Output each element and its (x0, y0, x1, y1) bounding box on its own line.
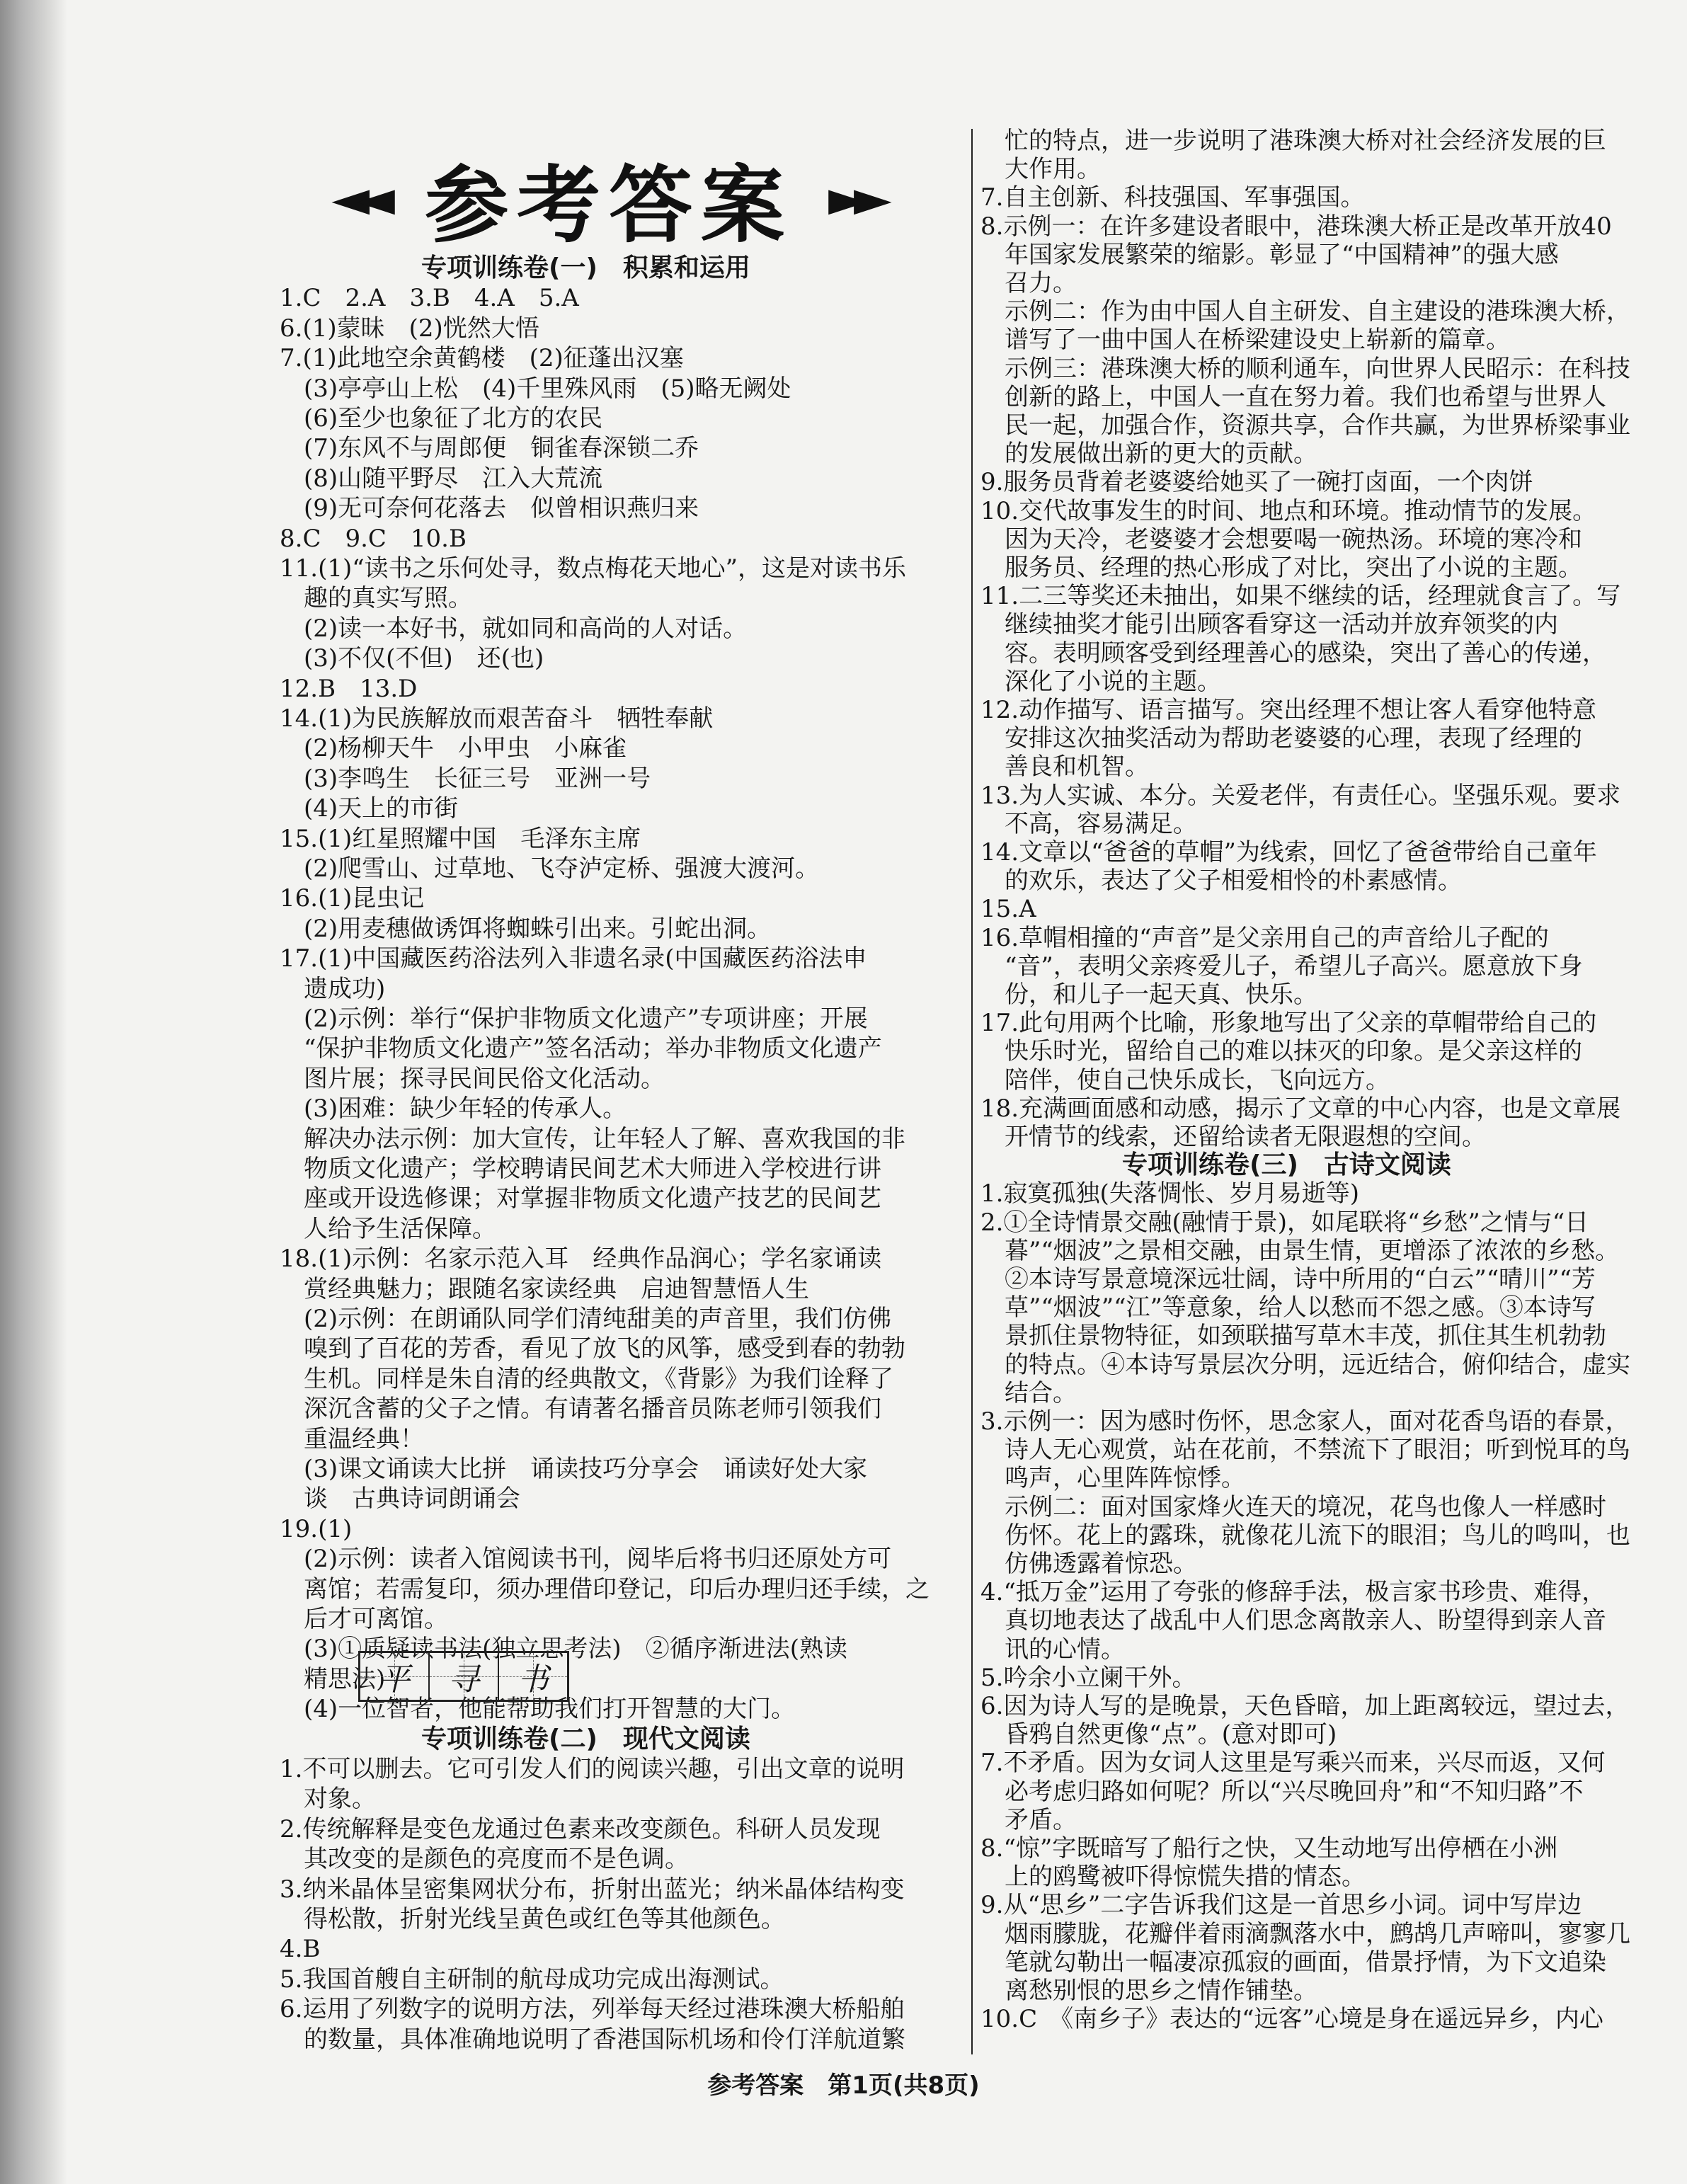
answer-line: 服务员、经理的热心形成了对比，突出了小说的主题。 (980, 554, 1582, 582)
answer-line: 讯的心情。 (980, 1635, 1125, 1664)
answer-line: 示例二：面对国家烽火连天的境况，花鸟也像人一样感时 (980, 1492, 1606, 1521)
column-divider (971, 129, 973, 2054)
answer-line: 精思法) (280, 1664, 386, 1693)
answer-line: 15.(1)红星照耀中国 毛泽东主席 (280, 824, 641, 853)
answer-line: 安排这次抽奖活动为帮助老婆婆的心理，表现了经理的 (980, 724, 1582, 753)
answer-line: 谈 古典诗词朗诵会 (280, 1485, 520, 1514)
answer-line: (3)困难：缺少年轻的传承人。 (280, 1094, 627, 1124)
answer-line: 容。表明顾客受到经理善心的感染，突出了善心的传递， (980, 639, 1606, 668)
answer-line: 谱写了一曲中国人在桥梁建设史上崭新的篇章。 (980, 326, 1510, 355)
answer-line: “音”，表明父亲疼爱儿子，希望儿子高兴。愿意放下身 (980, 951, 1583, 980)
answer-line: 的发展做出新的更大的贡献。 (980, 440, 1317, 469)
answer-line: 后才可离馆。 (280, 1605, 448, 1633)
answer-line: 3.示例一：因为感时伤怀，思念家人，面对花香鸟语的春景， (980, 1407, 1630, 1436)
answer-line: 嗅到了百花的芳香，看见了放飞的风筝，感受到春的勃勃 (280, 1334, 905, 1363)
answer-line: 19.(1) (280, 1514, 353, 1543)
answer-line: 诗人无心观赏，站在花前，不禁流下了眼泪；听到悦耳的鸟 (980, 1436, 1630, 1465)
answer-line: 烟雨朦胧，花瓣伴着雨滴飘落水中，鹧鸪几声啼叫，寥寥几 (980, 1919, 1630, 1948)
answer-line: 重温经典！ (280, 1424, 424, 1453)
answer-line: 创新的路上，中国人一直在努力着。我们也希望与世界人 (980, 382, 1606, 411)
answer-line: (3)①质疑读书法(独立思考法) ②循序渐进法(熟读 (280, 1635, 847, 1664)
answer-line: 示例二：作为由中国人自主研发、自主建设的港珠澳大桥， (980, 297, 1630, 326)
answer-line: 离愁别恨的思乡之情作铺垫。 (980, 1977, 1317, 2005)
answer-line: 12.B 13.D (280, 674, 418, 703)
answer-line: 4.B (280, 1935, 321, 1964)
answer-line: 6.(1)蒙昧 (2)恍然大悟 (280, 314, 539, 343)
answer-line: 1.C 2.A 3.B 4.A 5.A (280, 284, 579, 313)
answer-line: (3)不仅(不但) 还(也) (280, 644, 544, 673)
answer-line: (7)东风不与周郎便 铜雀春深锁二乔 (280, 434, 699, 463)
answer-line: 深化了小说的主题。 (980, 667, 1221, 696)
answer-line: 6.因为诗人写的是晚景，天色昏暗，加上距离较远，望过去， (980, 1692, 1630, 1720)
answer-line: 13.为人实诚、本分。关爱老伴，有责任心。坚强乐观。要求 (980, 781, 1621, 810)
answer-line: 图片展；探寻民间民俗文化活动。 (280, 1064, 665, 1093)
answer-line: (9)无可奈何花落去 似曾相识燕归来 (280, 494, 699, 523)
answer-line: 14.(1)为民族解放而艰苦奋斗 牺牲奉献 (280, 704, 714, 733)
answer-line: 必考虑归路如何呢？所以“兴尽晚回舟”和“不知归路”不 (980, 1777, 1584, 1806)
answer-line: 赏经典魅力；跟随名家读经典 启迪智慧悟人生 (280, 1274, 809, 1303)
section-heading: 专项训练卷(二) 现代文阅读 (421, 1724, 750, 1754)
answer-line: 年国家发展繁荣的缩影。彰显了“中国精神”的强大感 (980, 240, 1559, 269)
answer-line: 快乐时光，留给自己的难以抹灭的印象。是父亲这样的 (980, 1037, 1582, 1066)
answer-line: 真切地表达了战乱中人们思念离散亲人、盼望得到亲人音 (980, 1606, 1606, 1635)
section-heading: 专项训练卷(一) 积累和运用 (421, 253, 750, 282)
answer-line: 10.C 《南乡子》表达的“远客”心境是身在遥远异乡，内心 (980, 2005, 1603, 2034)
answer-line: (3)课文诵读大比拼 诵读技巧分享会 诵读好处大家 (280, 1455, 868, 1483)
grid-cell: 书 (499, 1653, 567, 1700)
answer-line: (2)用麦穗做诱饵将蜘蛛引出来。引蛇出洞。 (280, 914, 772, 943)
answer-line: 忙的特点，进一步说明了港珠澳大桥对社会经济发展的巨 (980, 127, 1606, 155)
answer-line: 解决办法示例：加大宣传，让年轻人了解、喜欢我国的非 (280, 1124, 905, 1153)
answer-line: 深沉含蓄的父子之情。有请著名播音员陈老师引领我们 (280, 1395, 881, 1424)
answer-line: 矛盾。 (980, 1805, 1077, 1834)
answer-line: 生机。同样是朱自清的经典散文，《背影》为我们诠释了 (280, 1364, 893, 1393)
answer-line: 的数量，具体准确地说明了香港国际机场和伶仃洋航道繁 (280, 2025, 905, 2054)
scan-edge-shadow (0, 0, 67, 2184)
answer-line: 善良和机智。 (980, 753, 1149, 782)
answer-line: 人给予生活保障。 (280, 1214, 496, 1243)
answer-line: 昏鸦自然更像“点”。(意对即可) (980, 1720, 1337, 1749)
answer-line: 座或开设选修课；对掌握非物质文化遗产技艺的民间艺 (280, 1184, 881, 1213)
answer-line: 16.草帽相撞的“声音”是父亲用自己的声音给儿子配的 (980, 923, 1549, 952)
right-column (980, 0, 1657, 2124)
answer-line: ②本诗写景意境深远壮阔，诗中所用的“白云”“晴川”“芳 (980, 1265, 1596, 1293)
answer-line: “保护非物质文化遗产”签名活动；举办非物质文化遗产 (280, 1034, 882, 1063)
answer-line: 12.动作描写、语言描写。突出经理不想让客人看穿他特意 (980, 696, 1597, 724)
answer-line: 9.服务员背着老婆婆给她买了一碗打卤面，一个肉饼 (980, 468, 1533, 497)
answer-line: 14.文章以“爸爸的草帽”为线索，回忆了爸爸带给自己童年 (980, 838, 1597, 867)
answer-line: (6)至少也象征了北方的农民 (280, 404, 603, 433)
answer-line: 趣的真实写照。 (280, 584, 472, 613)
answer-line: 民一起，加强合作，资源共享，合作共赢，为世界桥梁事业 (980, 411, 1630, 440)
answer-line: 11.(1)“读书之乐何处寻，数点梅花天地心”，这是对读书乐 (280, 554, 906, 583)
answer-line: 18.(1)示例：名家示范入耳 经典作品润心；学名家诵读 (280, 1245, 882, 1274)
answer-line: 10.交代故事发生的时间、地点和环境。推动情节的发展。 (980, 496, 1597, 525)
answer-line: 6.运用了列数字的说明方法，列举每天经过港珠澳大桥船舶 (280, 1995, 905, 2024)
answer-line: 2.传统解释是变色龙通过色素来改变颜色。科研人员发现 (280, 1814, 881, 1843)
answer-line: 暮”“烟波”之景相交融，由景生情，更增添了浓浓的乡愁。 (980, 1236, 1620, 1265)
answer-line: 伤怀。花上的露珠，就像花儿流下的眼泪；鸟儿的鸣叫，也 (980, 1521, 1630, 1550)
answer-line: 8.示例一：在许多建设者眼中，港珠澳大桥正是改革开放40 (980, 212, 1612, 241)
answer-line: 不高，容易满足。 (980, 809, 1197, 838)
arrow-right-icon: ►► (828, 169, 879, 227)
answer-line: 其改变的是颜色的亮度而不是色调。 (280, 1845, 689, 1874)
answer-line: 笔就勾勒出一幅凄凉孤寂的画面，借景抒情，为下文追染 (980, 1948, 1606, 1977)
answer-line: 离馆；若需复印，须办理借印登记，印后办理归还手续，之 (280, 1574, 930, 1603)
answer-line: (3)李鸣生 长征三号 亚洲一号 (280, 764, 651, 793)
answer-line: 大作用。 (980, 155, 1101, 184)
answer-line: 示例三：港珠澳大桥的顺利通车，向世界人民昭示：在科技 (980, 354, 1630, 383)
answer-line: 3.纳米晶体呈密集网状分布，折射出蓝光；纳米晶体结构变 (280, 1875, 905, 1904)
answer-line: 17.此句用两个比喻，形象地写出了父亲的草帽带给自己的 (980, 1009, 1597, 1038)
answer-line: (4)天上的市街 (280, 794, 459, 823)
answer-line: 对象。 (280, 1785, 376, 1814)
calligraphy-grid (358, 1651, 569, 1702)
answer-line: 2.①全诗情景交融(融情于景)，如尾联将“乡愁”之情与“日 (980, 1208, 1589, 1237)
arrow-left-icon: ◄◄ (331, 169, 382, 227)
answer-line: 9.从“思乡”二字告诉我们这是一首思乡小词。词中写岸边 (980, 1891, 1582, 1920)
answer-line: 陪伴，使自己快乐成长，飞向远方。 (980, 1065, 1390, 1094)
answer-line: 16.(1)昆虫记 (280, 884, 425, 913)
answer-line: 召力。 (980, 269, 1077, 297)
answer-line: (4)一位智者，他能帮助我们打开智慧的大门。 (280, 1695, 796, 1724)
answer-line: 5.吟余小立阑干外。 (980, 1663, 1196, 1692)
answer-line: 5.我国首艘自主研制的航母成功完成出海测试。 (280, 1965, 784, 1994)
answer-line: (8)山随平野尽 江入大荒流 (280, 464, 603, 493)
answer-line: 18.充满画面感和动感，揭示了文章的中心内容，也是文章展 (980, 1094, 1621, 1123)
answer-line: 的欢乐，表达了父子相爱相怜的朴素感情。 (980, 867, 1462, 896)
section-heading: 专项训练卷(三) 古诗文阅读 (1122, 1150, 1451, 1180)
answer-line: 15.A (980, 895, 1036, 924)
answer-line: (2)示例：读者入馆阅读书刊，阅毕后将书归还原处方可 (280, 1545, 892, 1574)
answer-line: 7.自主创新、科技强国、军事强国。 (980, 183, 1365, 212)
answer-line: (3)亭亭山上松 (4)千里殊风雨 (5)略无阙处 (280, 374, 791, 403)
left-column (280, 0, 966, 2124)
answer-line: 4.“抵万金”运用了夸张的修辞手法，极言家书珍贵、难得， (980, 1578, 1606, 1607)
answer-line: 8.“惊”字既暗写了船行之快，又生动地写出停栖在小洲 (980, 1834, 1558, 1863)
answer-line: 7.(1)此地空余黄鹤楼 (2)征蓬出汉塞 (280, 344, 684, 373)
answer-line: 1.不可以删去。它可引发人们的阅读兴趣，引出文章的说明 (280, 1755, 905, 1783)
page-footer: 参考答案 第1页(共8页) (707, 2071, 980, 2100)
answer-line: (2)杨柳天牛 小甲虫 小麻雀 (280, 734, 627, 763)
answer-line: (2)读一本好书，就如同和高尚的人对话。 (280, 614, 748, 643)
answer-line: 11.二三等奖还未抽出，如果不继续的话，经理就食言了。写 (980, 582, 1621, 611)
answer-line: 得松散，折射光线呈黄色或红色等其他颜色。 (280, 1905, 785, 1933)
answer-line: 草”“烟波”“江”等意象，给人以愁而不怨之感。③本诗写 (980, 1293, 1596, 1322)
answer-line: 17.(1)中国藏医药浴法列入非遗名录(中国藏医药浴法申 (280, 944, 867, 973)
answer-line: 遗成功) (280, 974, 386, 1003)
answer-line: (2)爬雪山、过草地、飞夺泸定桥、强渡大渡河。 (280, 854, 820, 883)
answer-line: (2)示例：在朗诵队同学们清纯甜美的声音里，我们仿佛 (280, 1305, 892, 1333)
answer-line: 份，和儿子一起天真、快乐。 (980, 980, 1317, 1009)
answer-line: 的特点。④本诗写景层次分明，远近结合，俯仰结合，虚实 (980, 1350, 1630, 1379)
answer-line: 因为天冷，老婆婆才会想要喝一碗热汤。环境的寒冷和 (980, 525, 1582, 554)
answer-line: 鸣声，心里阵阵惊悸。 (980, 1464, 1245, 1493)
page-title: 参考答案 (424, 156, 793, 254)
grid-cell: 寻 (430, 1653, 499, 1700)
answer-line: 8.C 9.C 10.B (280, 524, 467, 553)
answer-line: 1.寂寞孤独(失落惆怅、岁月易逝等) (980, 1179, 1359, 1208)
answer-line: 开情节的线索，还留给读者无限遐想的空间。 (980, 1123, 1486, 1151)
answer-line: 结合。 (980, 1378, 1077, 1407)
answer-line: 仿佛透露着惊恐。 (980, 1550, 1197, 1578)
answer-line: (2)示例：举行“保护非物质文化遗产”专项讲座；开展 (280, 1005, 868, 1033)
answer-line: 7.不矛盾。因为女词人这里是写乘兴而来，兴尽而返，又何 (980, 1749, 1606, 1778)
answer-line: 继续抽奖才能引出顾客看穿这一活动并放弃领奖的内 (980, 610, 1558, 639)
answer-line: 景抓住景物特征，如颈联描写草木丰茂，抓住其生机勃勃 (980, 1322, 1606, 1351)
answer-line: 物质文化遗产；学校聘请民间艺术大师进入学校进行讲 (280, 1155, 881, 1183)
grid-cell: 平 (360, 1653, 430, 1700)
answer-line: 上的鸥鹭被吓得惊慌失措的情态。 (980, 1863, 1366, 1892)
